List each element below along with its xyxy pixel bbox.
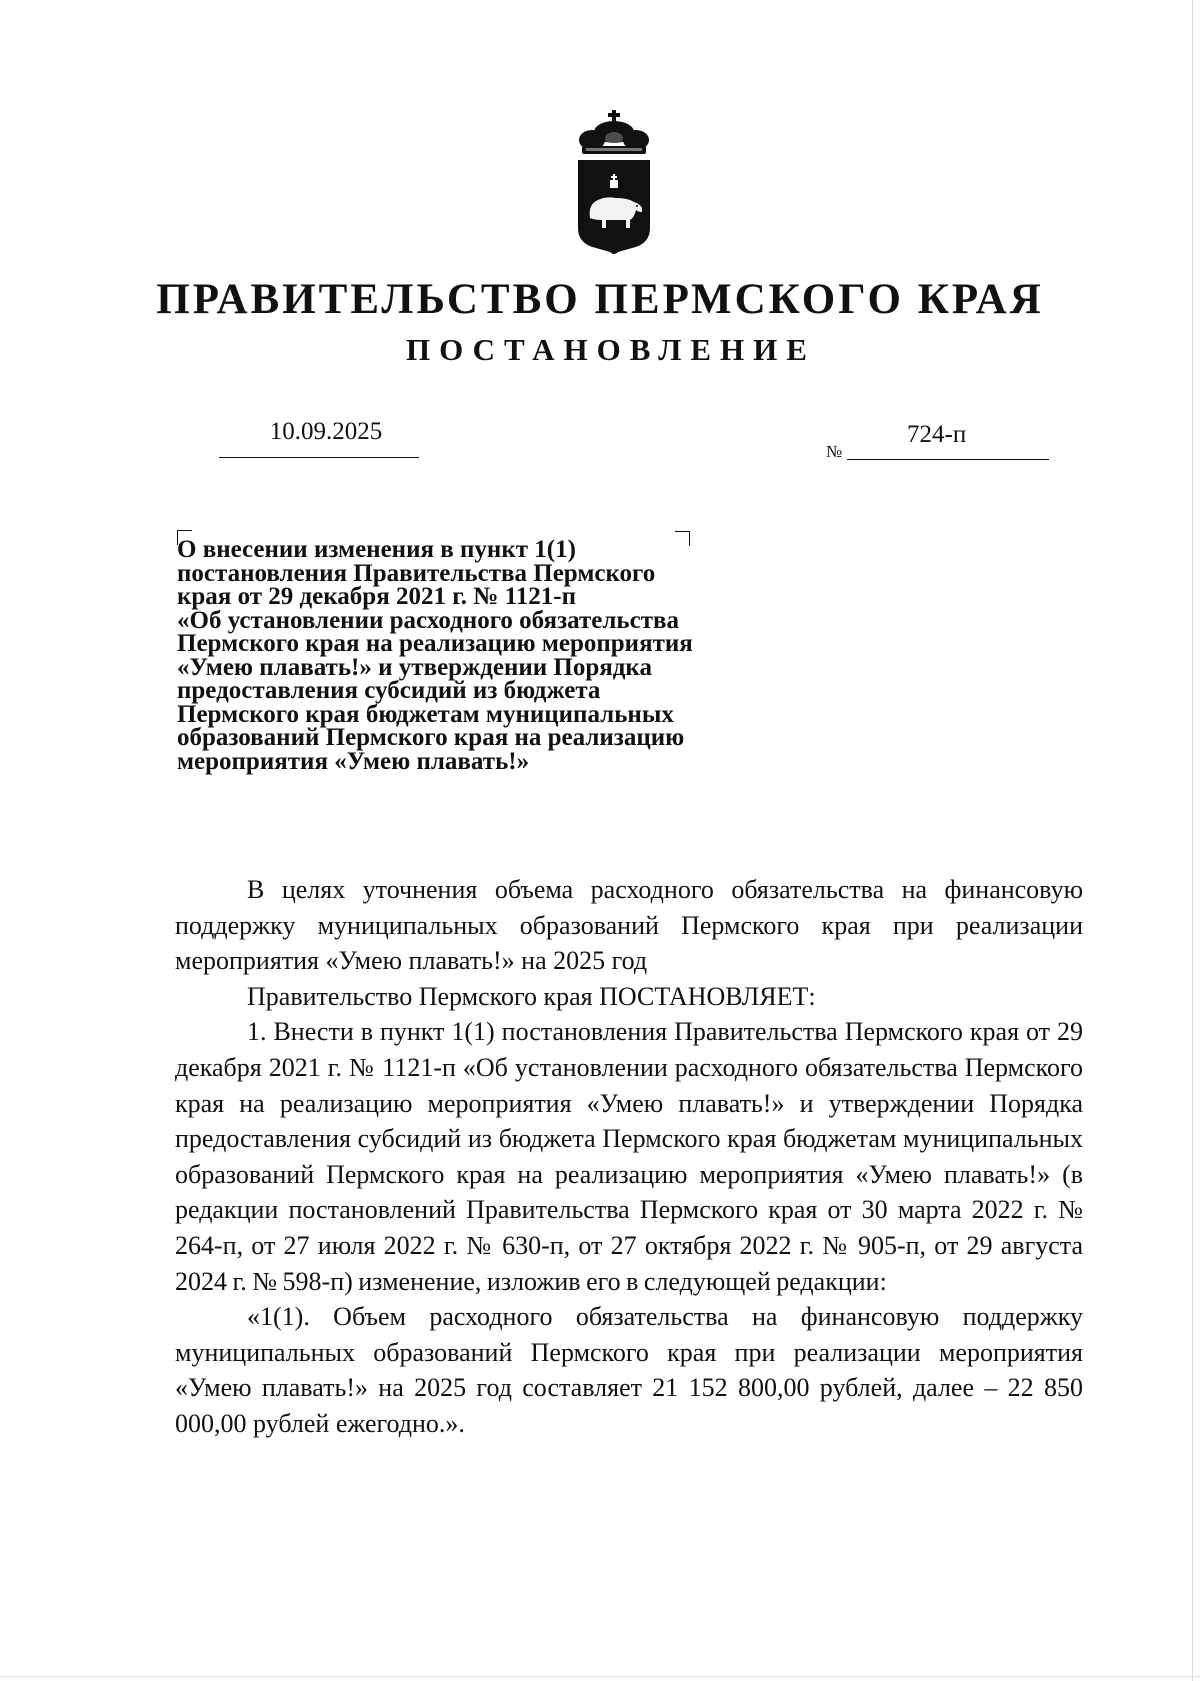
scan-edge-bottom xyxy=(0,1676,1200,1677)
subject-line: «Умею плавать!» и утверждении Порядка xyxy=(177,653,652,681)
subject-line: мероприятия «Умею плавать!» xyxy=(177,747,530,775)
number-underline xyxy=(847,459,1049,460)
document-type-heading: ПОСТАНОВЛЕНИЕ xyxy=(406,332,816,367)
document-body xyxy=(175,872,1083,1442)
date-underline xyxy=(219,457,419,458)
organization-title: ПРАВИТЕЛЬСТВО ПЕРМСКОГО КРАЯ xyxy=(156,276,1044,323)
subject-line: «Об установлении расходного обязательства xyxy=(177,606,679,634)
number-sign: № xyxy=(826,442,843,461)
subject-line: предоставления субсидий из бюджета xyxy=(177,677,601,704)
perm-krai-coat-of-arms-icon xyxy=(576,108,652,258)
resolution-statement: Правительство Пермского края ПОСТАНОВЛЯЕТ: xyxy=(247,981,816,1011)
item-1-paragraph: 1. Внести в пункт 1(1) постановления Правительства Пермского края от 29 декабря 2021 г. № 1121-п «Об установлении расходного обязательства Пермского края на реализацию мероприятия «Умею плавать!» и утверждении Порядка предоставления субсидий из бюджета Пермского края бюджетам муниципальных образований Пермского края на реализацию мероприятия «Умею плавать!» (в редакции постановлений Правительства Пермского края от 30 марта 2022 г. № 264-п, от 27 июля 2022 г. № 630-п, от 27 октября 2022 г. № 905-п, от 29 августа 2024 г. № 598-п) изменение, изложив его в следующей редакции: xyxy=(175,1017,1083,1296)
document-number: 724-п xyxy=(907,421,967,448)
subject-line: О внесении изменения в пункт 1(1) xyxy=(177,536,576,563)
subject-line: Пермского края на реализацию мероприятия xyxy=(177,630,693,657)
subject-line: края от 29 декабря 2021 г. № 1121-п xyxy=(177,583,576,610)
amended-text-quote: «1(1). Объем расходного обязательства на финансовую поддержку муниципальных образований Пермского края при реализации мероприятия «Умею плавать!» на 2025 год составляет 21 152 800,00 рублей, далее – 22 850 000,00 рублей ежегодно.». xyxy=(175,1302,1083,1438)
preamble-paragraph: В целях уточнения объема расходного обязательства на финансовую поддержку муниципальных образований Пермского края при реализации мероприятия «Умею плавать!» на 2025 год xyxy=(175,875,1083,976)
subject-line: Пермского края бюджетам муниципальных xyxy=(177,700,674,728)
document-date-field xyxy=(219,417,419,458)
document-date: 10.09.2025 xyxy=(269,418,383,445)
scan-edge-right xyxy=(1192,0,1193,1681)
subject-line: постановления Правительства Пермского xyxy=(177,559,656,587)
document-subject-title xyxy=(177,538,777,773)
subject-line: образований Пермского края на реализацию xyxy=(177,724,685,751)
